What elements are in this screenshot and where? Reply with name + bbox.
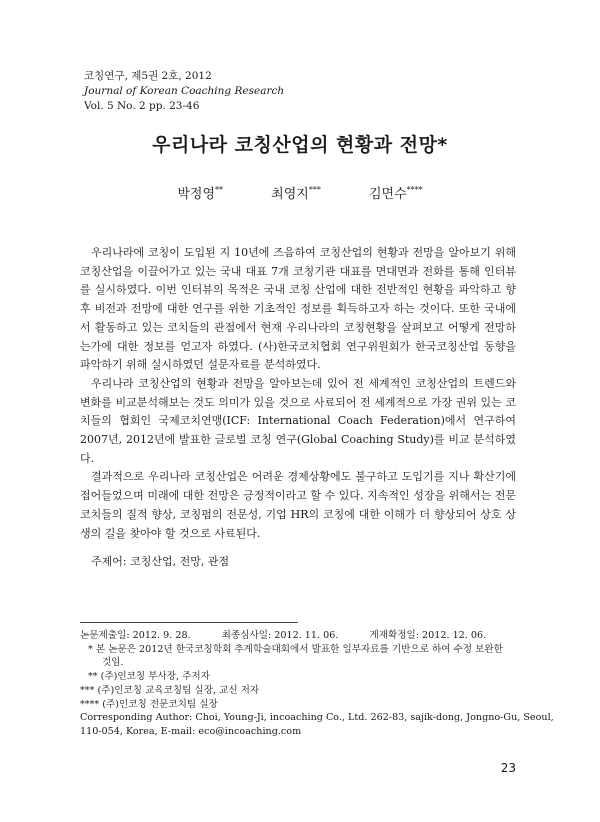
submission-dates	[80, 629, 520, 643]
author-name: 박정영	[177, 187, 216, 202]
abstract-paragraph-2: 우리나라 코칭산업의 현황과 전망을 알아보는데 있어 전 세계적인 코칭산업의 트렌드와 변화를 비교분석해보는 것도 의미가 있을 것으로 사료되어 전 세계적으로 가장 권위 있는 코치들의 협회인 국제코치연맹(ICF: International Coach Federation)에서 연구하여 2007년, 2012년에 발표한 글로벌 코칭 연구(Global Coaching Study)를 비교 분석하였다.	[80, 376, 516, 465]
reviewed-date: 최종심사일: 2012. 11. 06.	[221, 630, 339, 641]
abstract	[80, 244, 516, 543]
abstract-paragraph-1: 우리나라에 코칭이 도입된 지 10년에 즈음하여 코칭산업의 현황과 전망을 알아보기 위해 코칭산업을 이끌어가고 있는 국내 대표 7개 코칭기관 대표를 면대면과 전화를 통해 인터뷰를 실시하였다. 이번 인터뷰의 목적은 국내 코칭 산업에 대한 전반적인 현황을 파악하고 향후 비전과 전망에 대한 연구를 위한 기초적인 정보를 획득하고자 하는 것이다. 또한 국내에서 활동하고 있는 코치들의 관점에서 현재 우리나라의 코칭현황을 살펴보고 어떻게 전망하는가에 대한 정보를 얻고자 하였다. (사)한국코치협회 연구위원회가 한국코칭산업 동향을 파악하기 위해 실시하였던 설문자료를 분석하였다.	[80, 246, 516, 372]
journal-volume: Vol. 5 No. 2 pp. 23-46	[84, 100, 200, 112]
journal-issue-korean: 코칭연구, 제5권 2호, 2012	[84, 70, 212, 82]
footnotes	[80, 629, 554, 739]
author-name: 김면수	[368, 187, 407, 202]
author-mark: ***	[308, 185, 321, 195]
footnote-star1: * 본 논문은 2012년 한국코칭학회 추계학술대회에서 발표한 일부자료를 기반으로 하여 수정 보완한	[88, 643, 503, 655]
footnote-divider	[80, 622, 298, 623]
corresponding-address: 110-054, Korea, E-mail: eco@incoaching.com	[80, 725, 302, 737]
submitted-date: 논문제출일: 2012. 9. 28.	[80, 630, 191, 641]
author-1	[177, 187, 223, 202]
journal-name-english: Journal of Korean Coaching Research	[84, 85, 285, 97]
abstract-paragraph-3: 결과적으로 우리나라 코칭산업은 어려운 경제상황에도 불구하고 도입기를 지나 확산기에 접어들었으며 미래에 대한 전망은 긍정적이라고 할 수 있다. 지속적인 성장을 위해서는 전문코치들의 질적 향상, 코칭펌의 전문성, 기업 HR의 코칭에 대한 이해가 더 향상되어 상호 상생의 길을 찾아야 할 것으로 사료된다.	[80, 470, 516, 540]
journal-header	[84, 69, 284, 114]
author-mark: **	[215, 185, 224, 195]
page-number: 23	[500, 761, 516, 775]
author-3	[369, 187, 423, 202]
footnote-star2: ** (주)인코칭 부사장, 주저자	[88, 671, 210, 683]
keywords: 주제어: 코칭산업, 전망, 관점	[91, 555, 230, 568]
footnote-star4: **** (주)인코칭 전문코치팀 실장	[80, 698, 218, 710]
footnote-star1-cont: 것임.	[102, 657, 124, 669]
author-name: 최영지	[271, 187, 309, 202]
corresponding-author: Corresponding Author: Choi, Young-Ji, incoaching Co., Ltd. 262-83, sajik-dong, Jongno-Gu, Seoul,	[80, 712, 554, 724]
accepted-date: 게재확정일: 2012. 12. 06.	[369, 630, 487, 641]
author-2	[271, 187, 321, 202]
author-mark: ****	[406, 185, 423, 195]
paper-title: 우리나라 코칭산업의 현황과 전망*	[152, 134, 448, 156]
footnote-star3: *** (주)인코칭 교육코칭팀 실장, 교신 저자	[80, 684, 260, 696]
author-list	[0, 183, 600, 202]
